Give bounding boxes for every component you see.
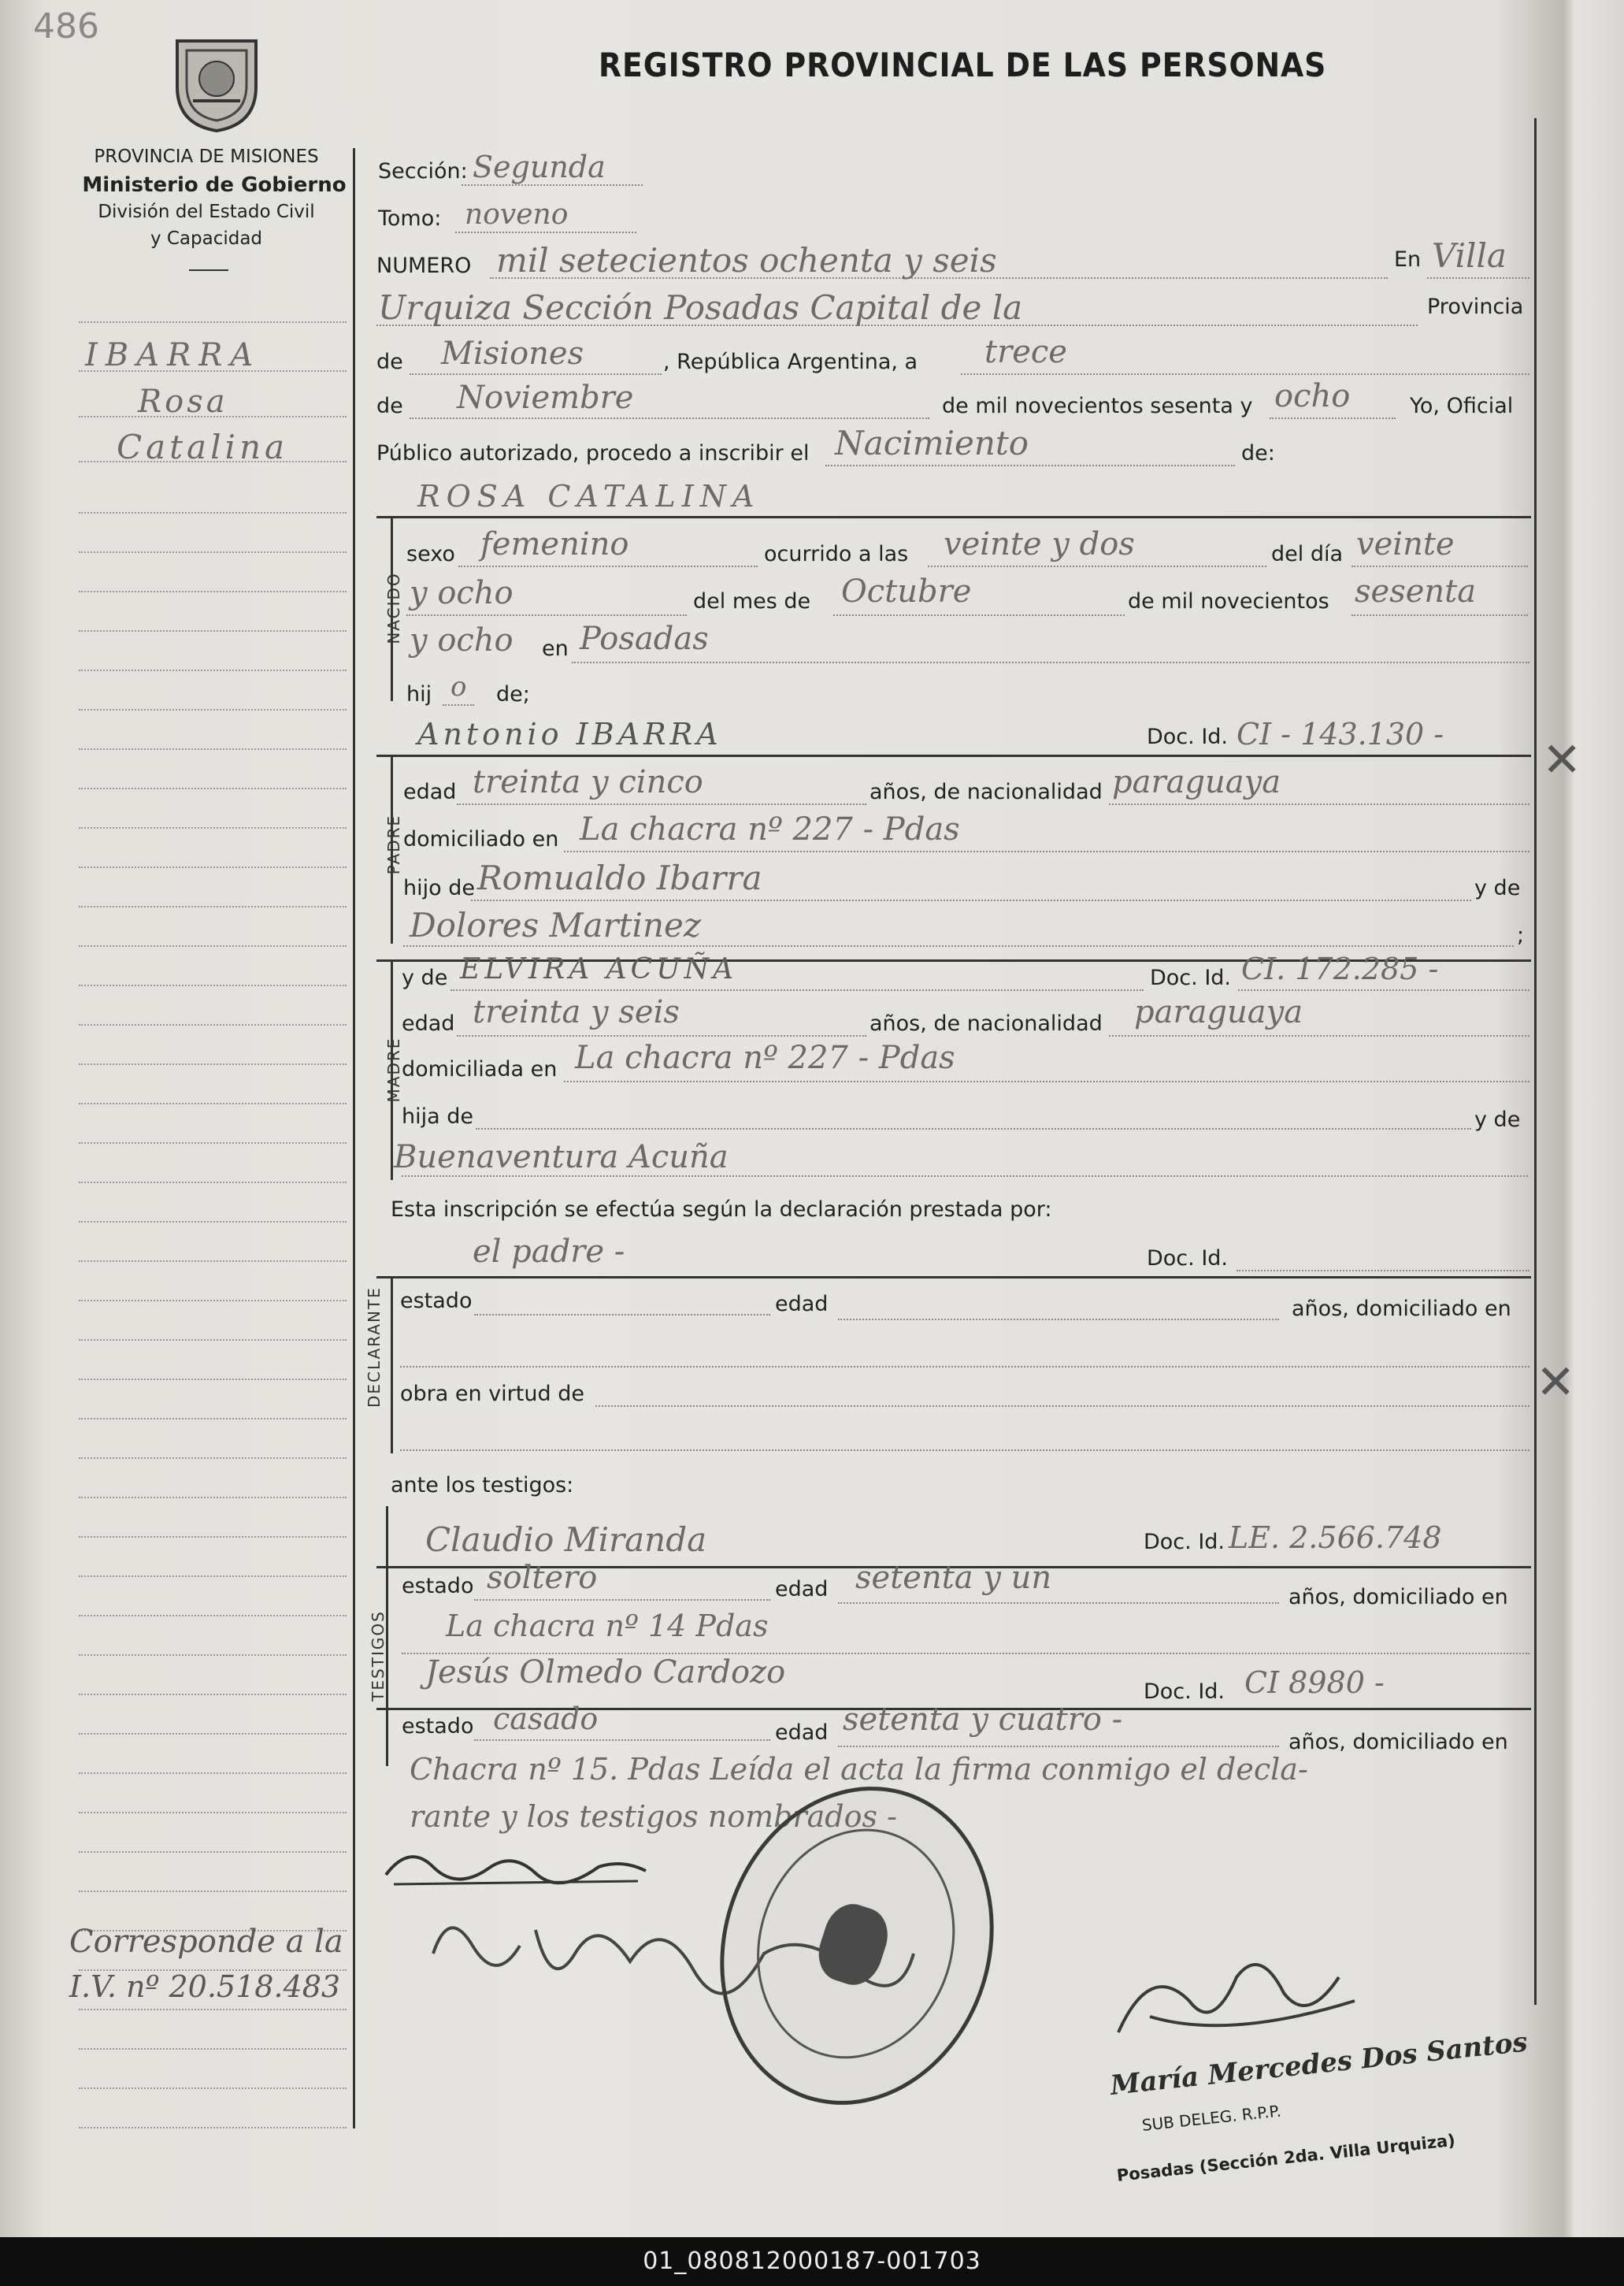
madre-edad-label: edad	[402, 1011, 455, 1036]
section-label-nacido: NACIDO	[384, 572, 403, 644]
de-label: de	[376, 350, 403, 374]
madre-yde-label: y de	[402, 966, 448, 990]
margin-note-2: I.V. nº 20.518.483	[69, 1969, 341, 2004]
testigo2-doc-value: CI 8980 -	[1244, 1665, 1385, 1700]
declarante-dom-label: años, domiciliado en	[1292, 1297, 1511, 1321]
padre-yde-label: y de	[1474, 876, 1521, 900]
province-label: PROVINCIA DE MISIONES	[94, 147, 319, 167]
del-dia-label: del día	[1271, 542, 1344, 566]
seccion-label: Sección:	[378, 159, 468, 184]
testigos-intro: ante los testigos:	[391, 1473, 574, 1497]
declarante-name-value: el padre -	[473, 1234, 625, 1270]
testigo1-estado-value: soltero	[487, 1560, 598, 1596]
division-label-2: y Capacidad	[150, 228, 263, 249]
province-value: Misiones	[441, 336, 584, 372]
padre-dom-label: domiciliado en	[403, 827, 559, 852]
declarante-estado-label: estado	[400, 1289, 473, 1313]
provincia-label: Provincia	[1427, 295, 1524, 319]
madre-yde2-label: y de	[1474, 1108, 1521, 1132]
section-label-padre: PADRE	[384, 814, 403, 875]
year-value: ocho	[1274, 378, 1351, 414]
padre-name-value: Antonio IBARRA	[417, 717, 722, 751]
testigo1-edad-value: setenta y un	[855, 1560, 1052, 1596]
folio-number: 486	[33, 6, 99, 46]
margin-name-1: Rosa	[138, 384, 228, 420]
padre-doc-value: CI - 143.130 -	[1237, 717, 1444, 751]
official-name: María Mercedes Dos Santos	[1108, 2026, 1529, 2102]
oficial-label: Yo, Oficial	[1410, 394, 1514, 418]
year-label: de mil novecientos sesenta y	[942, 394, 1253, 418]
madre-doc-label: Doc. Id.	[1150, 966, 1232, 990]
republica-label: , República Argentina, a	[663, 350, 918, 374]
en-lugar-label: en	[542, 636, 569, 661]
nacido-name-value: ROSA CATALINA	[417, 479, 761, 514]
padre-madre-value: Dolores Martinez	[410, 906, 701, 944]
mes-label: del mes de	[693, 589, 811, 614]
testigo2-name: Jesús Olmedo Cardozo	[425, 1654, 786, 1690]
anio-label: de mil novecientos	[1128, 589, 1329, 614]
act-value: Nacimiento	[835, 424, 1029, 462]
numero-label: NUMERO	[376, 254, 472, 278]
hij-de-label: de;	[496, 682, 530, 707]
testigo2-edad-value: setenta y cuatro -	[843, 1702, 1123, 1738]
ministry-label: Ministerio de Gobierno	[82, 173, 347, 197]
hij-label: hij	[406, 682, 432, 707]
section-label-madre: MADRE	[384, 1037, 403, 1103]
madre-hija-label: hija de	[402, 1104, 473, 1129]
binding-mark-icon: ✕	[1536, 1355, 1576, 1410]
en-label: En	[1394, 247, 1422, 272]
testigo1-dom-label: años, domiciliado en	[1288, 1585, 1508, 1609]
dia-value-2: y ocho	[410, 575, 514, 611]
testigo2-dom-label: años, domiciliado en	[1288, 1730, 1508, 1754]
division-label: División del Estado Civil	[98, 202, 315, 222]
testigo2-estado-label: estado	[402, 1714, 474, 1739]
anio-value: sesenta	[1355, 573, 1477, 610]
testigo1-doc-label: Doc. Id.	[1144, 1530, 1225, 1554]
en-value: Villa	[1432, 236, 1507, 275]
padre-edad-value: treinta y cinco	[473, 764, 703, 800]
padre-nac-value: paraguaya	[1112, 764, 1281, 800]
day-value: trece	[984, 334, 1067, 370]
seccion-value: Segunda	[473, 150, 606, 184]
madre-edad-value: treinta y seis	[473, 994, 680, 1030]
madre-dom-label: domiciliada en	[402, 1057, 558, 1082]
publico-label: Público autorizado, procedo a inscribir el	[376, 441, 810, 466]
testigo1-doc-value: LE. 2.566.748	[1229, 1520, 1442, 1555]
binding-mark-icon: ✕	[1542, 733, 1582, 788]
section-label-testigos: TESTIGOS	[369, 1610, 387, 1702]
document-title: REGISTRO PROVINCIAL DE LAS PERSONAS	[599, 46, 1327, 84]
closing-value: rante y los testigos nombrados -	[410, 1799, 897, 1834]
dia-value: veinte	[1356, 526, 1455, 562]
testigo2-edad-label: edad	[775, 1720, 829, 1745]
testigo1-name: Claudio Miranda	[425, 1520, 707, 1559]
tomo-value: noveno	[465, 199, 569, 231]
padre-doc-label: Doc. Id.	[1147, 725, 1229, 749]
madre-name-value: ELVIRA ACUÑA	[460, 953, 738, 985]
madre-parent-value: Buenaventura Acuña	[394, 1139, 729, 1175]
declarante-edad-label: edad	[775, 1292, 829, 1316]
testigo1-dom-value: La chacra nº 14 Pdas	[446, 1609, 769, 1643]
padre-semicolon: ;	[1517, 923, 1525, 948]
padre-nac-label: años, de nacionalidad	[869, 780, 1103, 804]
hij-value: o	[450, 671, 467, 703]
padre-dom-value: La chacra nº 227 - Pdas	[580, 811, 960, 848]
de3-label: de:	[1241, 441, 1275, 466]
madre-doc-value: CI. 172.285 -	[1241, 952, 1439, 986]
hora-value: veinte y dos	[944, 526, 1135, 562]
image-identifier: 01_080812000187-001703	[0, 2237, 1624, 2286]
testigo1-edad-label: edad	[775, 1577, 829, 1601]
margin-note-1: Corresponde a la	[69, 1924, 343, 1960]
mes-value: Octubre	[841, 573, 972, 610]
madre-nac-value: paraguaya	[1134, 994, 1303, 1030]
numero-value: mil setecientos ochenta y seis	[496, 241, 997, 280]
sexo-label: sexo	[406, 542, 455, 566]
tomo-label: Tomo:	[378, 206, 442, 231]
place-value: Urquiza Sección Posadas Capital de la	[378, 288, 1023, 327]
official-signature	[1103, 1930, 1370, 2056]
anio-value-2: y ocho	[410, 622, 514, 659]
testigo2-estado-value: casado	[493, 1702, 599, 1736]
official-title: SUB DELEG. R.P.P.	[1140, 2101, 1282, 2135]
sexo-value: femenino	[480, 526, 629, 562]
declarante-intro: Esta inscripción se efectúa según la declaración prestada por:	[391, 1197, 1052, 1222]
testigo2-doc-label: Doc. Id.	[1144, 1679, 1225, 1704]
declarante-obra-label: obra en virtud de	[400, 1382, 584, 1406]
month-value: Noviembre	[457, 380, 634, 416]
witness-signature-1	[378, 1835, 662, 1898]
padre-hijo-label: hijo de	[403, 876, 475, 900]
section-label-declarante: DECLARANTE	[365, 1286, 384, 1408]
margin-surname: IBARRA	[85, 337, 261, 373]
lugar-value: Posadas	[580, 621, 709, 657]
testigo2-dom-value: Chacra nº 15. Pdas Leída el acta la firma conmigo el decla-	[410, 1752, 1308, 1787]
padre-edad-label: edad	[403, 780, 457, 804]
padre-hijo-value: Romualdo Ibarra	[477, 859, 762, 897]
madre-nac-label: años, de nacionalidad	[869, 1011, 1103, 1036]
margin-name-2: Catalina	[117, 428, 289, 466]
official-place: Posadas (Sección 2da. Villa Urquiza)	[1115, 2130, 1456, 2185]
testigo1-estado-label: estado	[402, 1574, 474, 1598]
coat-of-arms-icon	[169, 32, 264, 134]
ocurrido-label: ocurrido a las	[764, 542, 909, 566]
de2-label: de	[376, 394, 403, 418]
declarante-doc-label: Doc. Id.	[1147, 1246, 1229, 1271]
madre-dom-value: La chacra nº 227 - Pdas	[575, 1040, 955, 1076]
